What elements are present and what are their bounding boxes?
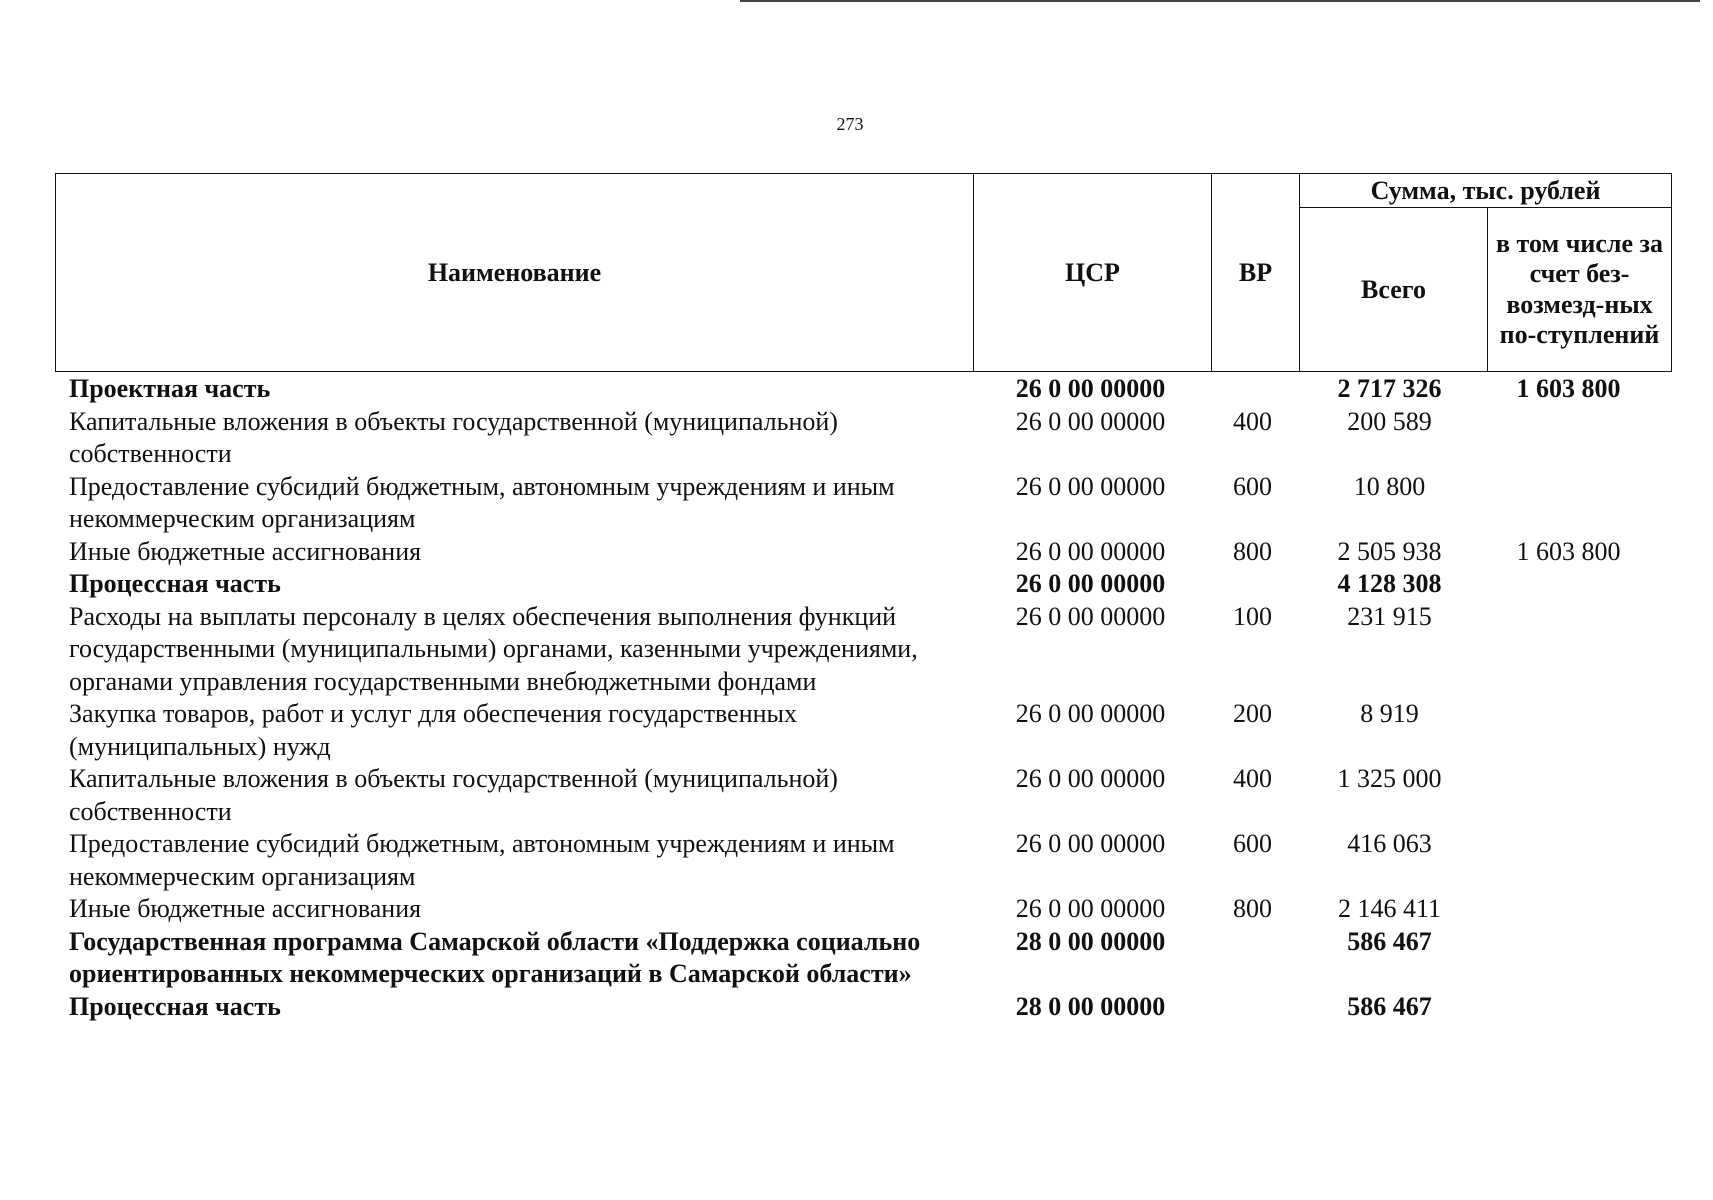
- row-csr: 26 0 00 00000: [1015, 601, 1166, 631]
- row-name: Закупка товаров, работ и услуг для обеспечения государственных (муниципальных) нужд: [69, 699, 798, 761]
- table-row: [55, 601, 1654, 699]
- data-table: [55, 373, 1654, 1023]
- row-vr: [1209, 568, 1296, 601]
- table-row: [55, 926, 1654, 991]
- row-incl: [1483, 763, 1654, 828]
- table-row: [55, 373, 1654, 406]
- row-vr: 800: [1233, 536, 1272, 566]
- row-csr: 26 0 00 00000: [1015, 764, 1166, 793]
- row-csr: 26 0 00 00000: [1015, 406, 1166, 436]
- row-csr: 28 0 00 00000: [1015, 991, 1166, 1021]
- header-sum: Сумма, тыс. рублей: [1300, 174, 1672, 208]
- row-vr: 400: [1233, 406, 1272, 436]
- row-name: Капитальные вложения в объекты государственной (муниципальной) собственности: [69, 764, 838, 826]
- row-name: Предоставление субсидий бюджетным, автономным учреждениям и иным некоммерческим организациям: [69, 471, 895, 533]
- table-row: [55, 536, 1654, 569]
- header-total: Всего: [1300, 208, 1488, 372]
- row-csr: 26 0 00 00000: [1015, 699, 1166, 728]
- row-csr: 26 0 00 00000: [1015, 829, 1166, 858]
- row-incl: [1483, 698, 1654, 763]
- row-vr: 200: [1233, 699, 1272, 728]
- row-total: 416 063: [1347, 829, 1432, 858]
- row-csr: 26 0 00 00000: [1015, 471, 1166, 501]
- row-csr: 28 0 00 00000: [1015, 926, 1166, 956]
- row-incl: [1483, 601, 1654, 699]
- row-vr: 400: [1233, 764, 1272, 793]
- row-vr: [1209, 991, 1296, 1024]
- row-total: 231 915: [1347, 601, 1432, 631]
- top-edge-line: [740, 0, 1700, 2]
- table-row: [55, 698, 1654, 763]
- page-number: 273: [836, 114, 864, 134]
- table-row: [55, 568, 1654, 601]
- row-incl: [1483, 991, 1654, 1024]
- row-incl: [1483, 471, 1654, 536]
- header-name: Наименование: [56, 174, 974, 372]
- table-header: [55, 173, 1672, 372]
- row-total: 2 717 326: [1337, 374, 1442, 403]
- row-total: 200 589: [1347, 406, 1432, 436]
- row-total: 4 128 308: [1337, 569, 1442, 598]
- row-total: 586 467: [1347, 926, 1432, 956]
- row-vr: 100: [1233, 601, 1272, 631]
- row-vr: 800: [1233, 894, 1272, 923]
- row-vr: 600: [1233, 471, 1272, 501]
- row-vr: [1209, 926, 1296, 991]
- header-incl: в том числе за счет без-возмезд-ных по-ступлений: [1488, 208, 1672, 372]
- table-row: [55, 763, 1654, 828]
- row-total: 10 800: [1353, 471, 1426, 501]
- row-name: Процессная часть: [69, 991, 281, 1021]
- header-csr: ЦСР: [974, 174, 1212, 372]
- row-incl: [1483, 893, 1654, 926]
- row-total: 1 325 000: [1337, 764, 1442, 793]
- row-total: 2 505 938: [1337, 536, 1442, 566]
- row-incl: 1 603 800: [1516, 536, 1621, 566]
- row-csr: 26 0 00 00000: [1015, 374, 1166, 403]
- table-row: [55, 406, 1654, 471]
- row-total: 8 919: [1360, 699, 1419, 728]
- row-incl: 1 603 800: [1516, 374, 1621, 403]
- header-vr: ВР: [1212, 174, 1300, 372]
- row-name: Процессная часть: [69, 569, 281, 598]
- row-csr: 26 0 00 00000: [1015, 894, 1166, 923]
- row-name: Иные бюджетные ассигнования: [69, 536, 422, 566]
- table-row: [55, 828, 1654, 893]
- row-incl: [1483, 568, 1654, 601]
- row-vr: 600: [1233, 829, 1272, 858]
- row-vr: [1209, 373, 1296, 406]
- row-name: Предоставление субсидий бюджетным, автономным учреждениям и иным некоммерческим организациям: [69, 829, 895, 891]
- row-csr: 26 0 00 00000: [1015, 536, 1166, 566]
- table-row: [55, 893, 1654, 926]
- row-total: 586 467: [1347, 991, 1432, 1021]
- row-name: Проектная часть: [69, 374, 271, 403]
- row-name: Государственная программа Самарской области «Поддержка социально ориентированных некоммерческих организаций в Самарской области»: [69, 926, 921, 988]
- row-csr: 26 0 00 00000: [1015, 569, 1166, 598]
- row-name: Капитальные вложения в объекты государственной (муниципальной) собственности: [69, 406, 838, 468]
- row-name: Расходы на выплаты персоналу в целях обеспечения выполнения функций государственными (муниципальными) органами, казенными учреждениями, органами управления государственными внебюджетными фондами: [69, 601, 918, 696]
- row-incl: [1483, 406, 1654, 471]
- row-incl: [1483, 926, 1654, 991]
- row-total: 2 146 411: [1337, 894, 1442, 923]
- table-row: [55, 471, 1654, 536]
- table-row: [55, 991, 1654, 1024]
- row-name: Иные бюджетные ассигнования: [69, 894, 422, 923]
- row-incl: [1483, 828, 1654, 893]
